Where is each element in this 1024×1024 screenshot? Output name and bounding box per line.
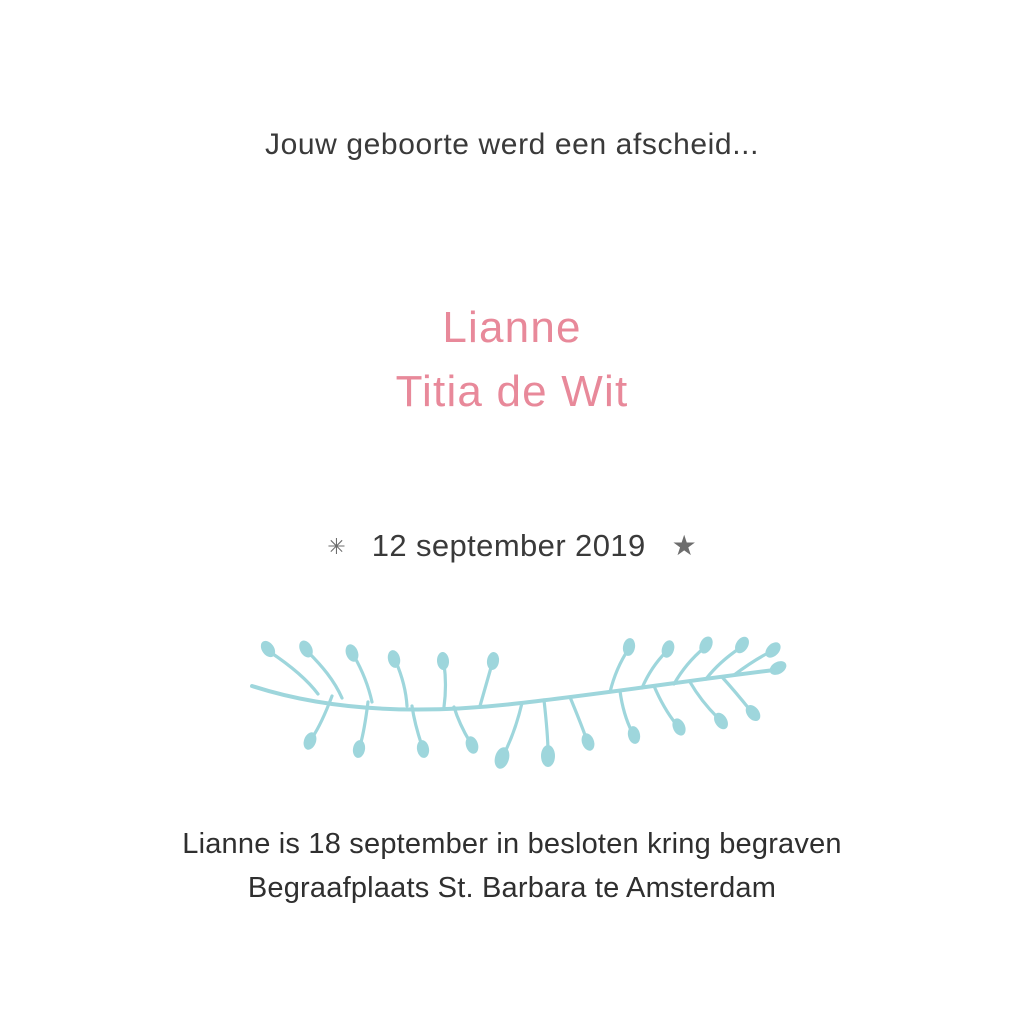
closing-line-1: Lianne is 18 september in besloten kring begraven <box>182 828 842 860</box>
date-text: 12 september 2019 <box>371 528 646 563</box>
closing-block <box>0 822 1024 910</box>
name-rest: Titia de Wit <box>395 367 629 416</box>
name-first: Lianne <box>442 303 582 352</box>
star-icon: ★ <box>671 530 697 561</box>
name-block <box>0 296 1024 424</box>
date-row <box>0 528 1024 564</box>
opening-line: Jouw geboorte werd een afscheid... <box>264 128 760 161</box>
branch-illustration <box>222 608 802 788</box>
closing-line-2: Begraafplaats St. Barbara te Amsterdam <box>247 872 777 904</box>
sparkle-icon: ✳ <box>327 534 346 559</box>
